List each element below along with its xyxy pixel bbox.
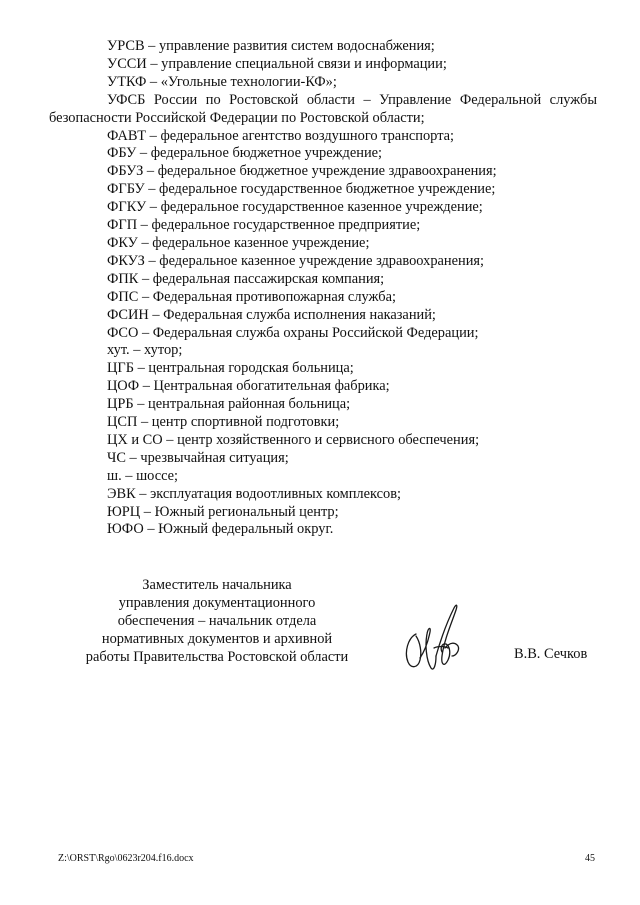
abbreviation-item: УТКФ – «Угольные технологии-КФ»; bbox=[107, 73, 337, 90]
abbreviation-item: ФКУЗ – федеральное казенное учреждение здравоохранения; bbox=[107, 252, 485, 269]
abbreviation-item: УРСВ – управление развития систем водоснабжения; bbox=[107, 38, 435, 54]
signer-position-line: обеспечения – начальник отдела bbox=[117, 613, 317, 629]
abbreviation-item-continuation: безопасности Российской Федерации по Ростовской области; bbox=[49, 109, 425, 126]
handwritten-signature bbox=[398, 598, 476, 676]
abbreviation-item: ЦГБ – центральная городская больница; bbox=[107, 360, 354, 377]
abbreviation-item: ЮФО – Южный федеральный округ. bbox=[107, 521, 334, 538]
abbreviation-item: ЦРБ – центральная районная больница; bbox=[107, 396, 351, 413]
abbreviation-item: ФГП – федеральное государственное предприятие; bbox=[107, 217, 421, 234]
abbreviation-item: ФСИН – Федеральная служба исполнения наказаний; bbox=[107, 306, 436, 323]
signer-name: В.В. Сечков bbox=[514, 646, 588, 662]
signer-position-line: работы Правительства Ростовской области bbox=[85, 649, 349, 665]
abbreviation-item-first-line: УФСБ России по Ростовской области – Управление Федеральной службы bbox=[107, 91, 597, 108]
abbreviation-item: ФСО – Федеральная служба охраны Российской Федерации; bbox=[107, 324, 479, 341]
footer-file-path: Z:\ORST\Rgo\0623r204.f16.docx bbox=[58, 853, 194, 864]
abbreviation-item-multiline bbox=[49, 91, 597, 128]
abbreviation-item: ЦСП – центр спортивной подготовки; bbox=[107, 414, 340, 431]
abbreviation-item: ЦОФ – Центральная обогатительная фабрика; bbox=[107, 378, 390, 395]
abbreviation-item: ФГБУ – федеральное государственное бюджетное учреждение; bbox=[107, 181, 496, 198]
abbreviation-item: ЧС – чрезвычайная ситуация; bbox=[107, 449, 289, 466]
abbreviation-item: ФКУ – федеральное казенное учреждение; bbox=[107, 234, 370, 251]
abbreviation-item: УССИ – управление специальной связи и информации; bbox=[107, 55, 447, 72]
signer-position-line: Заместитель начальника bbox=[142, 577, 292, 593]
abbreviation-item: ЭВК – эксплуатация водоотливных комплексов; bbox=[107, 485, 401, 502]
abbreviation-item: ФГКУ – федеральное государственное казенное учреждение; bbox=[107, 199, 483, 216]
abbreviation-item: ФБУ – федеральное бюджетное учреждение; bbox=[107, 145, 383, 162]
abbreviation-item: хут. – хутор; bbox=[107, 342, 183, 359]
signer-position bbox=[82, 576, 352, 666]
signer-position-line: управления документационного bbox=[118, 595, 316, 611]
abbreviation-item: ФПС – Федеральная противопожарная служба; bbox=[107, 288, 396, 305]
abbreviation-list bbox=[49, 38, 597, 539]
signer-position-line: нормативных документов и архивной bbox=[101, 631, 333, 647]
page-number: 45 bbox=[585, 853, 595, 864]
abbreviation-item: ФБУЗ – федеральное бюджетное учреждение здравоохранения; bbox=[107, 163, 497, 180]
abbreviation-item: ш. – шоссе; bbox=[107, 467, 179, 484]
abbreviation-item: ФАВТ – федеральное агентство воздушного транспорта; bbox=[107, 127, 455, 144]
abbreviation-item: ФПК – федеральная пассажирская компания; bbox=[107, 270, 385, 287]
abbreviation-item: ЮРЦ – Южный региональный центр; bbox=[107, 503, 339, 520]
abbreviation-item: ЦХ и СО – центр хозяйственного и сервисного обеспечения; bbox=[107, 431, 480, 448]
